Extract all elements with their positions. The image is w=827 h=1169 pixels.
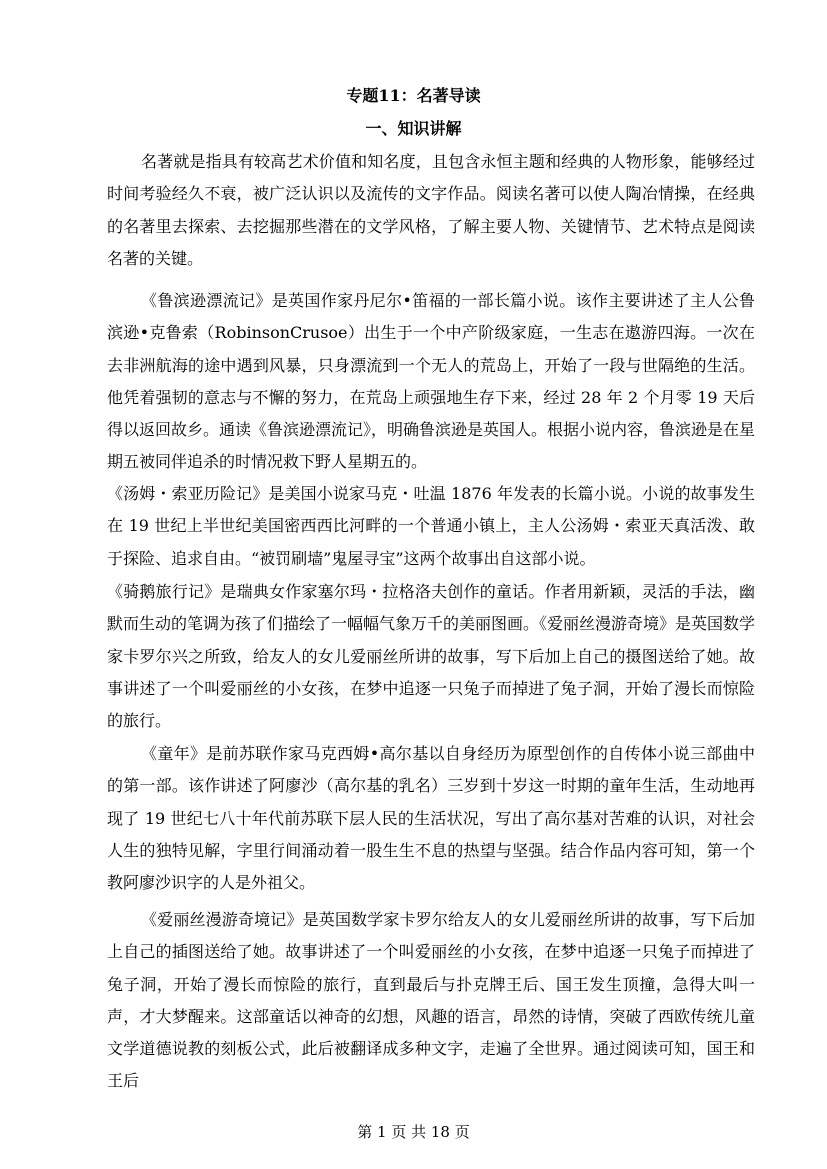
paragraph-childhood: 《童年》是前苏联作家马克西姆•高尔基以自身经历为原型创作的自传体小说三部曲中的第一部。该作讲述了阿廖沙（高尔基的乳名）三岁到十岁这一时期的童年生活，生动地再现了 19 世纪七八十年代前苏联下层人民的生活状况，写出了高尔基对苦难的认识，对社会人生的独特见解，字里行间涌动着一股生生不息的热望与坚强。结合作品内容可知，第一个教阿廖沙识字的人是外祖父。 bbox=[107, 744, 755, 893]
paragraph-nils-holgersson: 《骑鹅旅行记》是瑞典女作家塞尔玛・拉格洛夫创作的童话。作者用新颖，灵活的手法，幽默而生动的笔调为孩了们描绘了一幅幅气象万千的美丽图画。《爱丽丝漫游奇境》是英国数学家卡罗尔兴之所致，给友人的女儿爱丽丝所讲的故事，写下后加上自己的摄图送给了她。故事讲述了一个叫爱丽丝的小女孩，在梦中追逐一只兔子而掉进了兔子洞，开始了漫长而惊险的旅行。 bbox=[107, 582, 756, 731]
paragraph-robinson-crusoe: 《鲁滨逊漂流记》是英国作家丹尼尔•笛福的一部长篇小说。该作主要讲述了主人公鲁滨逊•克鲁索（RobinsonCrusoe）出生于一个中产阶级家庭，一生志在遨游四海。一次在去非洲航海的途中遇到风暴，只身漂流到一个无人的荒岛上，开始了一段与世隔绝的生活。他凭着强韧的意志与不懈的努力，在荒岛上顽强地生存下来，经过 28 年 2 个月零 19 天后得以返回故乡。通读《鲁滨逊漂流记》，明确鲁滨逊是英国人。根据小说内容，鲁滨逊是在星期五被同伴追杀的时情况救下野人星期五的。 bbox=[107, 291, 756, 472]
page-footer: 第 1 页 共 18 页 bbox=[357, 1123, 470, 1141]
section-heading: 一、知识讲解 bbox=[365, 119, 462, 138]
paragraph-tom-sawyer: 《汤姆・索亚历险记》是美国小说家马克・吐温 1876 年发表的长篇小说。小说的故事发生在 19 世纪上半世纪美国密西西比河畔的一个普通小镇上，主人公汤姆・索亚天真活泼、敢于探险、追求自由。“被罚刷墙”鬼屋寻宝”这两个故事出自这部小说。 bbox=[107, 484, 755, 568]
page-title: 专题11：名著导读 bbox=[346, 86, 481, 105]
paragraph-intro: 名著就是指具有较高艺术价值和知名度，且包含永恒主题和经典的人物形象，能够经过时间考验经久不衰，被广泛认识以及流传的文字作品。阅读名著可以使人陶冶情操，在经典的名著里去探索、去挖掘那些潜在的文学风格，了解主要人物、关键情节、艺术特点是阅读名著的关键。 bbox=[107, 152, 755, 268]
paragraph-alice: 《爱丽丝漫游奇境记》是英国数学家卡罗尔给友人的女儿爱丽丝所讲的故事，写下后加上自己的插图送给了她。故事讲述了一个叫爱丽丝的小女孩，在梦中追逐一只兔子而掉进了兔子洞，开始了漫长而惊险的旅行，直到最后与扑克牌王后、国王发生顶撞，急得大叫一声，才大梦醒来。这部童话以神奇的幻想，风趣的语言，昂然的诗情，突破了西欧传统儿童文学道德说教的刻板公式，此后被翻译成多种文字，走遍了全世界。通过阅读可知，国王和王后 bbox=[107, 910, 755, 1091]
